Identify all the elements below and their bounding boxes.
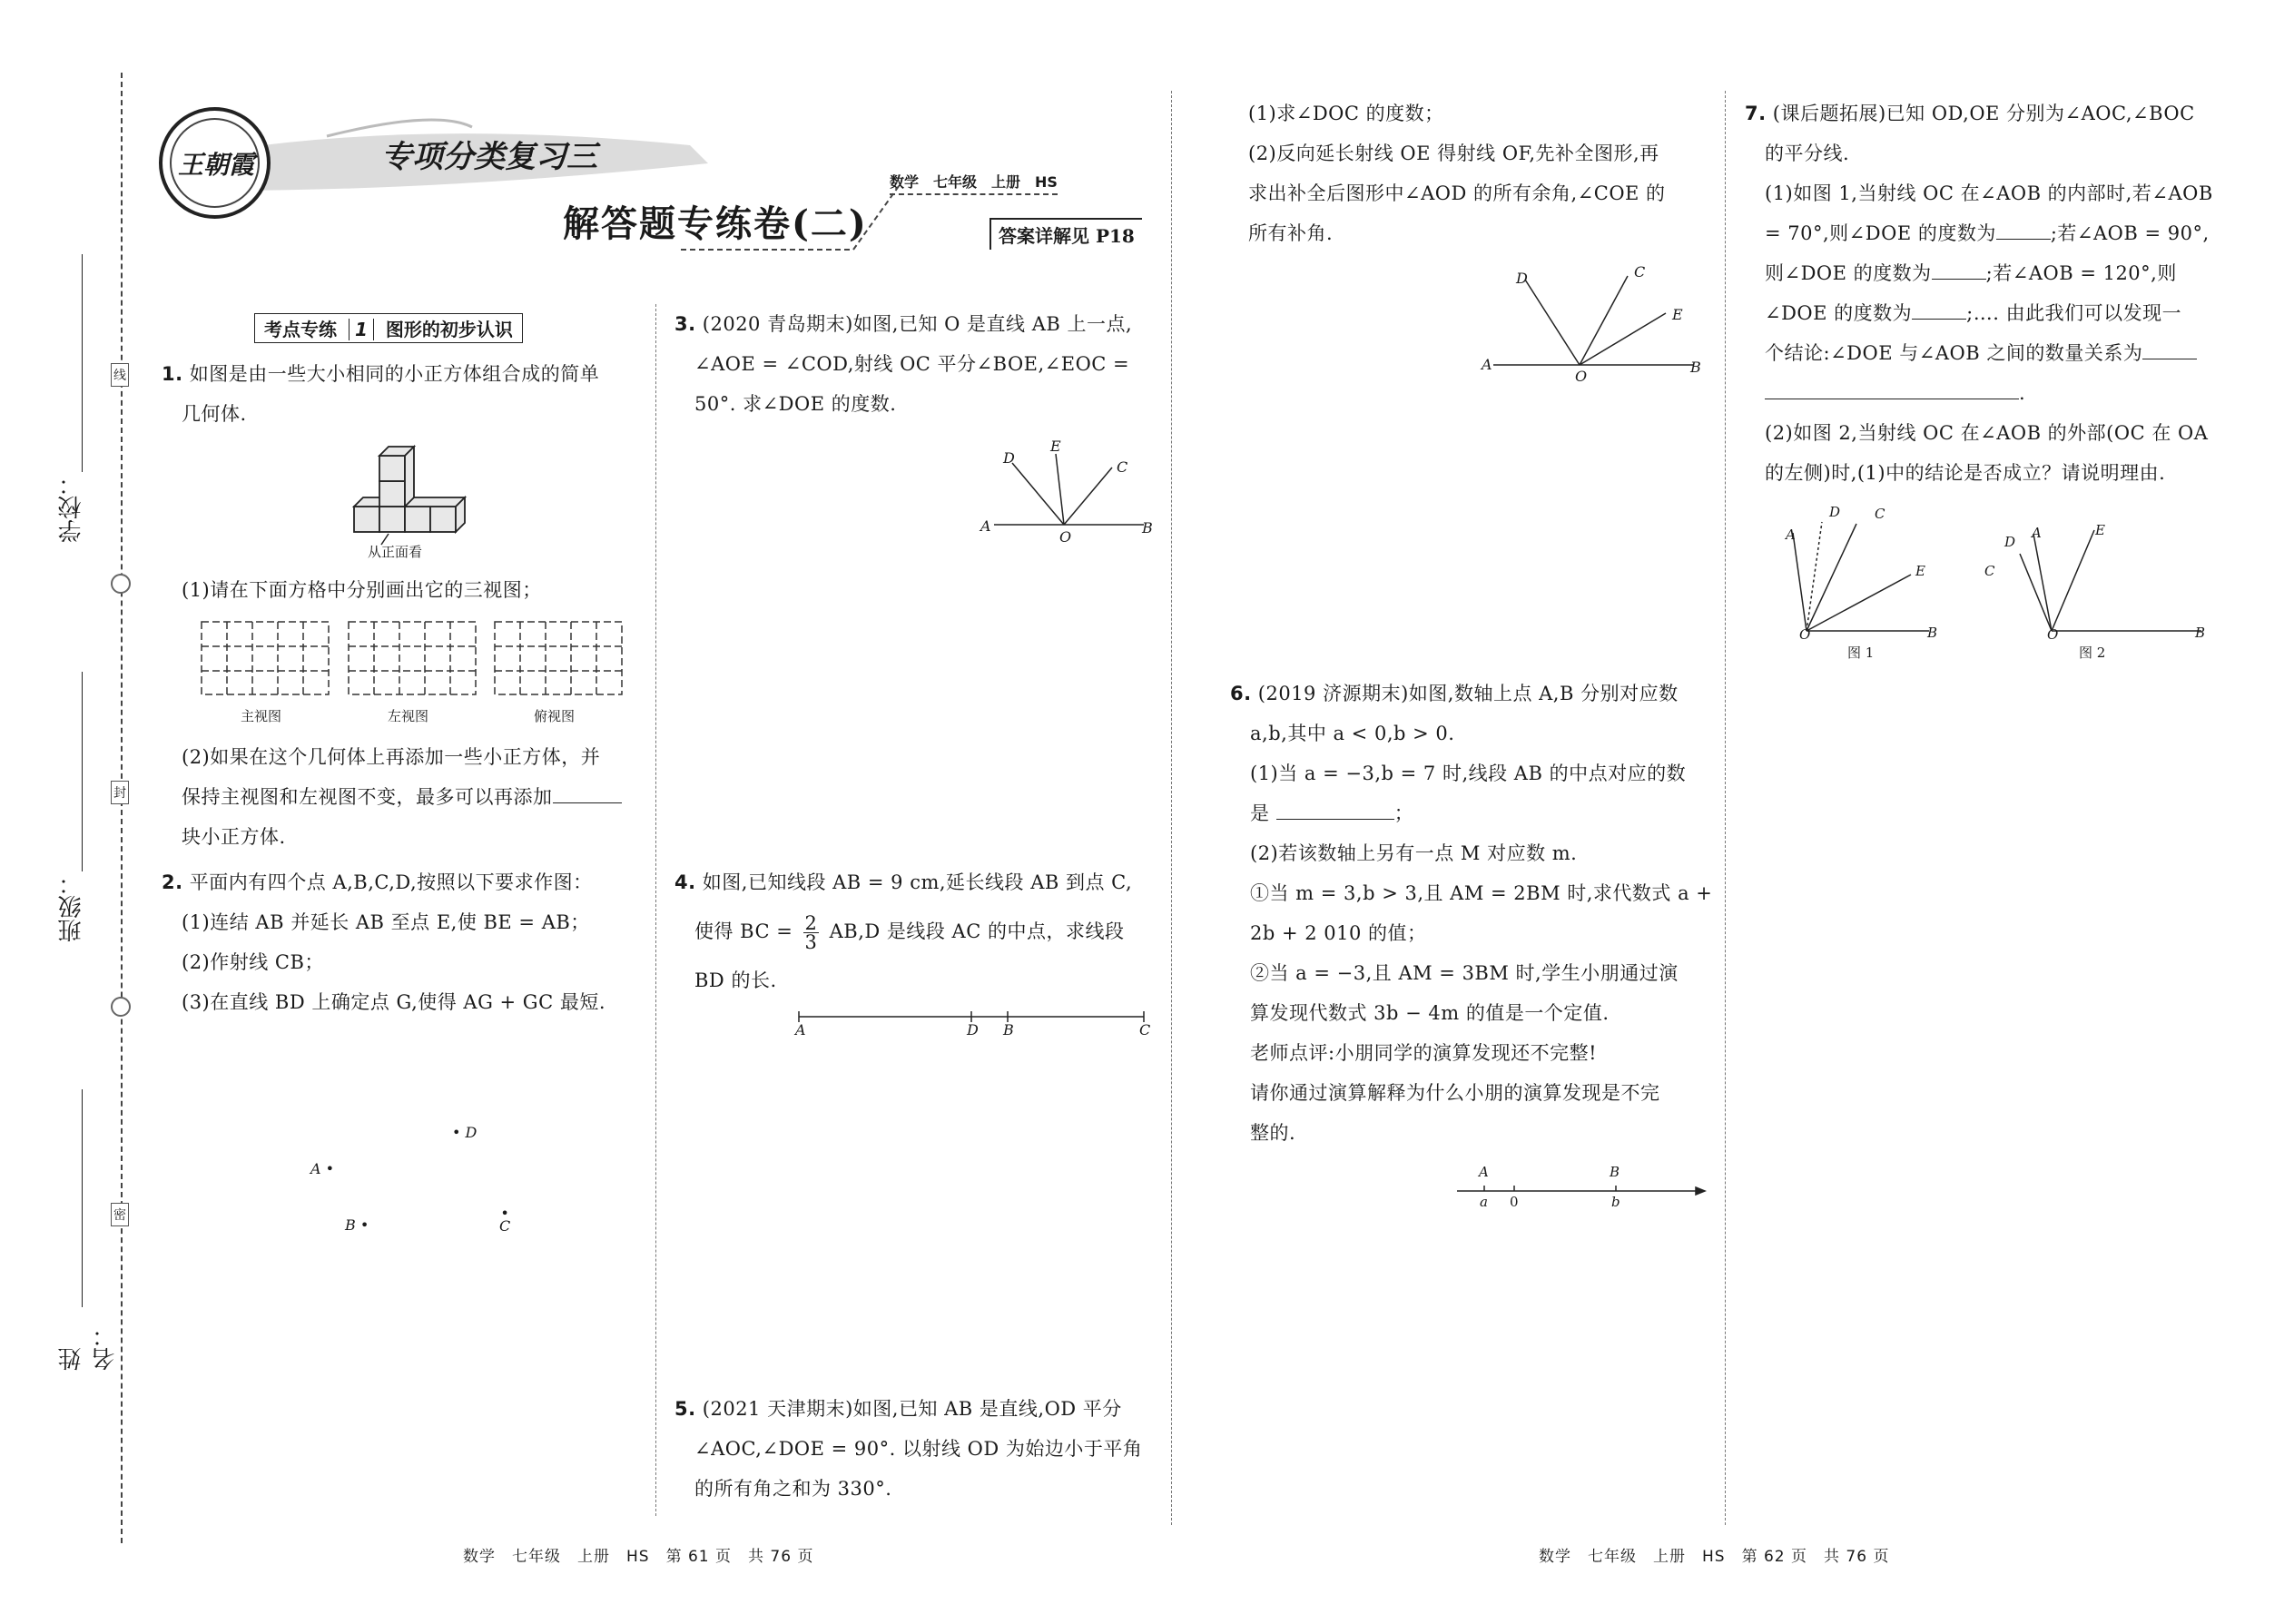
- q1-cube-figure: [345, 443, 490, 552]
- q2-line-3: (2)作射线 CB；: [182, 951, 324, 973]
- q5-line-3: 的所有角之和为 330°.: [694, 1478, 892, 1500]
- series-title: 专项分类复习三: [381, 139, 597, 175]
- q7-line-8: (2)如图 2,当射线 OC 在∠AOB 的外部(OC 在 OA: [1765, 422, 2209, 444]
- q6-line-6: ①当 m = 3,b > 3,且 AM = 2BM 时,求代数式 a +: [1250, 882, 1713, 904]
- q7-fig2-label-b: B: [2195, 625, 2206, 641]
- binding-ring-2: [111, 997, 131, 1017]
- q6-line-4: 是: [1250, 802, 1270, 824]
- q5c-line-3: 求出补全后图形中∠AOD 的所有余角,∠COE 的: [1248, 182, 1666, 204]
- school-field[interactable]: [54, 254, 91, 545]
- q6-line-7: 2b + 2 010 的值；: [1250, 922, 1427, 944]
- section1-num: 1: [349, 319, 374, 340]
- q6-number: 6.: [1230, 683, 1252, 704]
- q4-label-c: C: [1139, 1021, 1151, 1038]
- q3-label-o: O: [1059, 528, 1072, 546]
- grid-label-front: 主视图: [241, 708, 282, 724]
- column-divider-1: [655, 304, 656, 1516]
- q6-line-11: 请你通过演算解释为什么小朋的演算发现是不完: [1250, 1082, 1660, 1104]
- q4-line-3: BD 的长.: [694, 969, 777, 991]
- q1-part2-line-2: 保持主视图和左视图不变，最多可以再添加: [182, 786, 553, 808]
- q6-answer-blank[interactable]: [1276, 802, 1394, 820]
- name-label: 姓名：: [58, 1324, 119, 1371]
- q5c-line-4: 所有补角.: [1248, 222, 1334, 244]
- q7-blank-2[interactable]: [1932, 262, 1986, 280]
- q6-axis-label-b: b: [1611, 1194, 1620, 1210]
- class-label: 班级：: [58, 871, 85, 942]
- q6-line-1: (2019 济源期末)如图,数轴上点 A,B 分别对应数: [1257, 683, 1679, 704]
- q7-number: 7.: [1745, 103, 1767, 124]
- q7-blank-3[interactable]: [1912, 302, 1966, 320]
- q6-axis-label-a: a: [1480, 1194, 1488, 1210]
- q5-number: 5.: [674, 1398, 696, 1420]
- q7-fig1-label-c: C: [1875, 506, 1885, 522]
- q6-line-8: ②当 a = −3,且 AM = 3BM 时,学生小朋通过演: [1250, 962, 1679, 984]
- q1-part1: (1)请在下面方格中分别画出它的三视图；: [182, 579, 542, 601]
- section1-title: 图形的初步认识: [385, 319, 513, 340]
- q7-blank-4-cont[interactable]: [1765, 382, 2019, 399]
- q5-label-a: A: [1482, 356, 1492, 373]
- question-1: [162, 354, 643, 434]
- footer-right: 数学 七年级 上册 HS 第 62 页 共 76 页: [1539, 1548, 1890, 1566]
- q6-line-10: 老师点评:小朋同学的演算发现还不完整!: [1250, 1042, 1598, 1064]
- q2-point-b: B •: [345, 1216, 369, 1234]
- q5-line-1: (2021 天津期末)如图,已知 AB 是直线,OD 平分: [702, 1398, 1122, 1420]
- q6-line-9: 算发现代数式 3b − 4m 的值是一个定值.: [1250, 1002, 1610, 1024]
- view-grid-left[interactable]: [347, 620, 478, 697]
- q7-line-3: (1)如图 1,当射线 OC 在∠AOB 的内部时,若∠AOB: [1765, 182, 2213, 204]
- q7-fig1-label-b: B: [1927, 625, 1938, 641]
- question-2: [162, 862, 643, 1022]
- q1-fig-caption: 从正面看: [368, 544, 423, 560]
- question-5-continued: [1248, 94, 1711, 253]
- class-field[interactable]: [54, 672, 91, 944]
- q3-number: 3.: [674, 313, 696, 335]
- answer-ref: 答案详解见 P18: [989, 218, 1142, 250]
- grid-label-left: 左视图: [388, 708, 429, 724]
- q3-label-e: E: [1050, 438, 1061, 455]
- q5c-line-2: (2)反向延长射线 OE 得射线 OF,先补全图形,再: [1248, 143, 1659, 164]
- main-title: 解答题专练卷(二): [563, 202, 868, 245]
- q4-number: 4.: [674, 871, 696, 893]
- subject-tag: 数学 七年级 上册 HS: [890, 171, 1058, 195]
- q1-line-1: 如图是由一些大小相同的小正方体组合成的简单: [189, 363, 600, 385]
- q2-point-c: • C: [499, 1205, 511, 1235]
- q4-frac-num: 2: [804, 912, 818, 934]
- q6-line-12: 整的.: [1250, 1122, 1296, 1144]
- q5-line-2: ∠AOC,∠DOE = 90°. 以射线 OD 为始边小于平角: [694, 1438, 1143, 1460]
- q1-part2-line-1: (2)如果在这个几何体上再添加一些小正方体，并: [182, 746, 601, 768]
- q5-angle-figure: [1475, 263, 1702, 381]
- logo-text: 王朝霞: [177, 150, 254, 180]
- binding-ring-1: [111, 574, 131, 594]
- q5-label-o: O: [1575, 368, 1588, 385]
- seal-char-mi: 密: [111, 1203, 129, 1226]
- q4-frac-den: 3: [804, 931, 818, 953]
- q4-line-1: 如图,已知线段 AB = 9 cm,延长线段 AB 到点 C,: [702, 871, 1133, 893]
- q5-label-d: D: [1516, 270, 1528, 287]
- view-grid-top[interactable]: [493, 620, 625, 697]
- q7-line-6a: ∠DOE 的度数为: [1765, 302, 1913, 324]
- q7-fig1-label-o: O: [1799, 626, 1811, 643]
- q1-number: 1.: [162, 363, 183, 385]
- q1-answer-blank[interactable]: [553, 786, 622, 803]
- q2-point-a: A •: [310, 1160, 335, 1177]
- q3-line-1: (2020 青岛期末)如图,已知 O 是直线 AB 上一点,: [702, 313, 1133, 335]
- q7-line-7: 个结论:∠DOE 与∠AOB 之间的数量关系为: [1765, 342, 2143, 364]
- q6-axis-label-zero: 0: [1510, 1194, 1519, 1210]
- seal-char-xian: 线: [111, 363, 129, 387]
- q6-line-3: (1)当 a = −3,b = 7 时,线段 AB 的中点对应的数: [1250, 763, 1687, 784]
- q2-line-4: (3)在直线 BD 上确定点 G,使得 AG + GC 最短.: [182, 991, 605, 1013]
- q6-axis-label-a-point: A: [1479, 1164, 1489, 1180]
- q6-line-5: (2)若该数轴上另有一点 M 对应数 m.: [1250, 842, 1578, 864]
- q7-line-5b: ;若∠AOB = 120°,则: [1985, 262, 2177, 284]
- q6-line-2: a,b,其中 a < 0,b > 0.: [1250, 723, 1455, 744]
- q7-line-6b: ;…. 由此我们可以发现一: [1966, 302, 2182, 324]
- seal-char-feng: 封: [111, 781, 129, 804]
- page-center-divider: [1171, 91, 1172, 1525]
- q3-line-3: 50°. 求∠DOE 的度数.: [694, 393, 897, 415]
- column-divider-3: [1725, 91, 1726, 1525]
- q3-label-d: D: [1003, 449, 1015, 467]
- q7-blank-1[interactable]: [1996, 222, 2051, 240]
- grid-label-top: 俯视图: [534, 708, 576, 724]
- footer-left: 数学 七年级 上册 HS 第 61 页 共 76 页: [463, 1548, 814, 1566]
- q2-number: 2.: [162, 871, 183, 893]
- q7-fig2-label-o: O: [2047, 626, 2059, 643]
- q5-label-c: C: [1634, 263, 1646, 281]
- q7-line-9: 的左侧)时,(1)中的结论是否成立？请说明理由.: [1765, 462, 2166, 484]
- section1-label: [254, 313, 523, 343]
- q3-line-2: ∠AOE = ∠COD,射线 OC 平分∠BOE,∠EOC =: [694, 353, 1130, 375]
- q7-fig1-label-e: E: [1915, 563, 1925, 579]
- q1-part2-line-3: 块小正方体.: [182, 826, 286, 848]
- q4-line-2-pre: 使得 BC =: [694, 920, 793, 942]
- q2-line-2: (1)连结 AB 并延长 AB 至点 E,使 BE = AB；: [182, 911, 590, 933]
- logo: [159, 107, 271, 219]
- section1-prefix: 考点专练: [264, 319, 337, 340]
- question-4: [674, 858, 1156, 1005]
- q5-label-b: B: [1690, 359, 1701, 376]
- q5c-line-1: (1)求∠DOC 的度数；: [1248, 103, 1444, 124]
- q2-point-d: • D: [452, 1124, 478, 1141]
- header-dash-decor: [672, 177, 908, 259]
- q4-label-d: D: [967, 1021, 979, 1038]
- q7-fig2-label-c: C: [1984, 563, 1995, 579]
- q2-line-1: 平面内有四个点 A,B,C,D,按照以下要求作图：: [189, 871, 593, 893]
- q1-part2: [182, 737, 654, 857]
- q7-fig1-caption: 图 1: [1847, 645, 1875, 661]
- school-label: 学校：: [58, 472, 85, 543]
- q7-fig1-label-a: A: [1786, 527, 1796, 543]
- question-6: 6. (2019 济源期末)如图,数轴上点 A,B 分别对应数 a,b,其中 a < 0,b > 0. (1)当 a = −3,b = 7 时,线段 AB 的中点对应的数 是 ； (2)若该数轴上另有一点 M 对应数 m. ①当 m = 3,b > 3,且 AM = 2BM 时,求代数式 a + 2b + 2 010 的值； ②当 a = −3,且 AM = 3BM 时,学生小朋通过演 算发现代数式 3b − 4m 的值是一个定值. 老师点评:小朋同学的演算发现还不完整! 请你通过演算解释为什么小朋的演算发现是不完 整的.: [1230, 674, 1711, 1153]
- q7-line-4b: ;若∠AOB = 90°,: [2050, 222, 2210, 244]
- q4-fraction: [803, 914, 820, 951]
- q4-line-2-post: AB,D 是线段 AC 的中点，求线段: [829, 920, 1125, 942]
- q7-line-1: (课后题拓展)已知 OD,OE 分别为∠AOC,∠BOC: [1772, 103, 2195, 124]
- q4-label-b: B: [1003, 1021, 1014, 1038]
- q3-label-a: A: [980, 517, 991, 535]
- q6-axis-label-b-point: B: [1610, 1164, 1620, 1180]
- question-7: 7. (课后题拓展)已知 OD,OE 分别为∠AOC,∠BOC 的平分线. (1)如图 1,当射线 OC 在∠AOB 的内部时,若∠AOB = 70°,则∠DOE 的度数为 ;若∠AOB = 90°, 则∠DOE 的度数为 ;若∠AOB = 120°,则 ∠DOE 的度数为 ;…. 由此我们可以发现一 个结论:∠DOE 与∠AOB 之间的数量关系为 . (2)如图 2,当射线 OC 在∠AOB 的外部(OC 在 OA 的左侧)时,(1)中的结论是否成立？请说明理由.: [1745, 94, 2226, 493]
- q7-line-5a: 则∠DOE 的度数为: [1765, 262, 1932, 284]
- q3-label-c: C: [1117, 458, 1128, 476]
- q7-fig2-label-d: D: [2004, 534, 2016, 550]
- q7-line-2: 的平分线.: [1765, 143, 1850, 164]
- q5-label-e: E: [1672, 306, 1683, 323]
- question-3: [674, 304, 1156, 424]
- q7-fig2-label-e: E: [2095, 522, 2105, 538]
- q7-line-4a: = 70°,则∠DOE 的度数为: [1765, 222, 1996, 244]
- q1-line-2: 几何体.: [182, 403, 247, 425]
- name-field[interactable]: [54, 1089, 119, 1371]
- q7-blank-4[interactable]: [2142, 342, 2197, 359]
- q6-number-line: [1452, 1180, 1707, 1207]
- q7-fig2-label-a: A: [2032, 525, 2042, 541]
- question-5: [674, 1389, 1156, 1509]
- q4-label-a: A: [795, 1021, 806, 1038]
- view-grid-front[interactable]: [200, 620, 331, 697]
- q3-label-b: B: [1142, 519, 1153, 536]
- q7-fig2-caption: 图 2: [2079, 645, 2106, 661]
- q7-fig1-label-d: D: [1829, 504, 1841, 520]
